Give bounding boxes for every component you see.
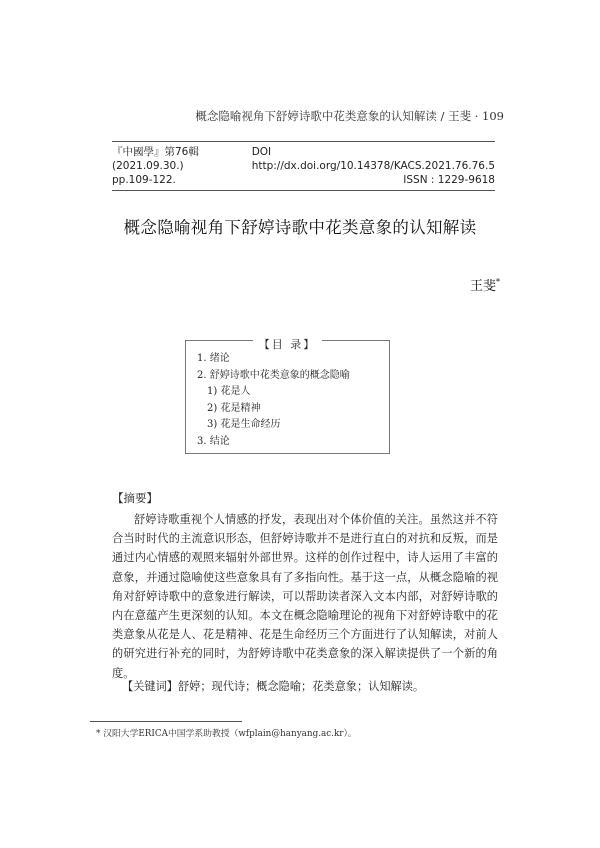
toc-subitem: 1) 花是人 <box>207 386 251 398</box>
toc-item: 2. 舒婷诗歌中花类意象的概念隐喻 <box>197 369 350 381</box>
toc-list <box>197 351 350 451</box>
journal-info-row-1 <box>112 145 495 173</box>
issn: ISSN : 1229-9618 <box>403 174 495 186</box>
author-footnote: * 汉阳大学ERICA中国学系助教授（wfplain@hanyang.ac.kr）。 <box>96 729 357 739</box>
footnote-divider <box>90 721 242 722</box>
toc-subitem: 2) 花是精神 <box>207 402 261 414</box>
toc-item: 3. 结论 <box>197 435 230 447</box>
toc-heading-wrap <box>186 333 389 352</box>
author-name: 王斐 <box>469 279 496 294</box>
author-footnote-mark: * <box>496 277 500 287</box>
keywords: 【关键词】舒婷；现代诗；概念隐喻；花类意象；认知解读。 <box>122 680 425 693</box>
abstract-heading: 【摘要】 <box>112 491 158 505</box>
table-of-contents <box>185 340 390 454</box>
abstract-body: 舒婷诗歌重视个人情感的抒发，表现出对个体价值的关注。虽然这并不符合当时时代的主流意识形态，但舒婷诗歌并不是进行直白的对抗和反叛，而是通过内心情感的观照来辐射外部世界。这样的创作过程中，诗人运用了丰富的意象，并通过隐喻使这些意象具有了多指向性。基于这一点，从概念隐喻的视角对舒婷诗歌中的意象进行解读，可以帮助读者深入文本内部，对舒婷诗歌的内在意蕴产生更深刻的认知。本文在概念隐喻理论的视角下对舒婷诗歌中的花类意象从花是人、花是精神、花是生命经历三个方面进行了认知解读，对前人的研究进行补充的同时，为舒婷诗歌中花类意象的深入解读提供了一个新的角度。 <box>112 513 498 680</box>
journal-info-box <box>112 141 495 191</box>
running-header: 概念隐喻视角下舒婷诗歌中花类意象的认知解读 / 王斐 · 109 <box>195 109 504 123</box>
journal-issue: 『中國學』第76輯 (2021.09.30.) <box>112 146 199 172</box>
toc-subitem: 3) 花是生命经历 <box>207 419 281 431</box>
journal-info-row-2 <box>112 173 495 187</box>
toc-item: 1. 绪论 <box>197 353 230 364</box>
article-title: 概念隐喻视角下舒婷诗歌中花类意象的认知解读 <box>123 218 477 237</box>
author <box>470 275 500 294</box>
page-range: pp.109-122. <box>112 174 176 186</box>
doi-link[interactable]: DOI http://dx.doi.org/10.14378/KACS.2021.76.76.5 <box>251 146 495 172</box>
toc-heading: 【目 录】 <box>253 338 323 351</box>
